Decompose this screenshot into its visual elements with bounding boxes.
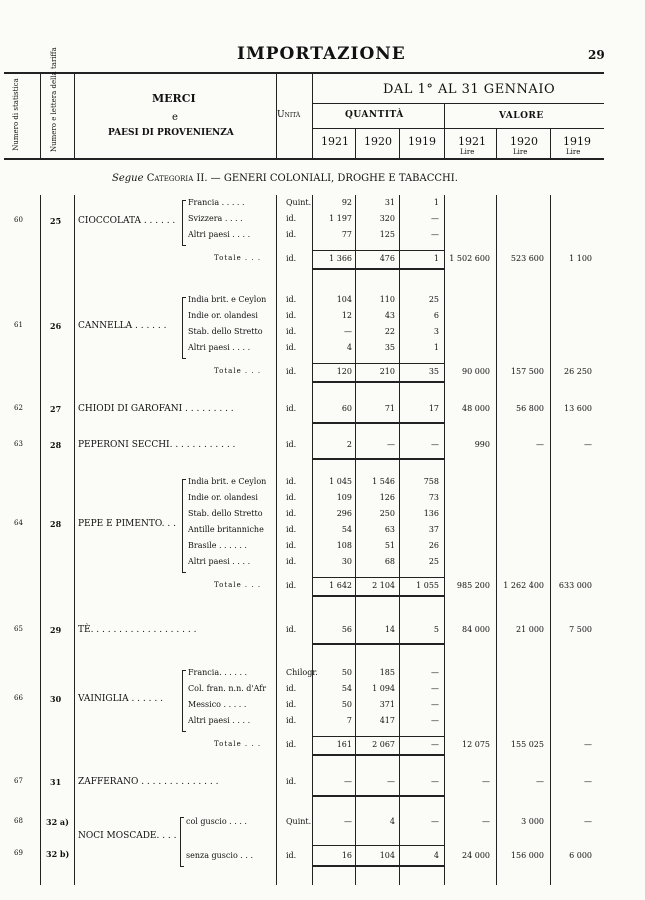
total-val-1921: 90 000	[462, 367, 490, 376]
qty-1920-cell: 68	[384, 557, 395, 566]
tariffa-number: 26	[50, 321, 62, 331]
val-1919-cell: —	[584, 817, 592, 826]
country-name: Antille britanniche	[188, 525, 264, 534]
qty-1921-cell: 56	[341, 625, 352, 634]
qty-1919-cell: 3	[433, 327, 439, 336]
val-1921-cell: 48 000	[462, 404, 490, 413]
qty-1920-cell: 31	[384, 198, 395, 207]
header-qv-sep	[444, 103, 445, 158]
unit-cell: id.	[286, 295, 297, 304]
header-year-q1919: 1919	[408, 135, 436, 148]
merce-name: PEPERONI SECCHI. . . . . . . . . . . .	[78, 440, 236, 450]
qty-1919-cell: —	[431, 440, 439, 449]
val-1920-cell: —	[536, 777, 544, 786]
qty-1919-cell: —	[431, 668, 439, 677]
stat-number: 69	[14, 849, 23, 857]
unit-cell: Chilogr.	[286, 668, 318, 677]
total-qty-1919: 35	[428, 367, 439, 376]
qty-1920-cell: 22	[384, 327, 395, 336]
qty-1921-cell: 12	[341, 311, 352, 320]
unit-cell: Quint.	[286, 198, 312, 207]
qty-1919-cell: 37	[428, 525, 439, 534]
qty-1921-cell: 1 197	[329, 214, 352, 223]
total-val-1920: 523 600	[510, 254, 544, 263]
body-col-sep-2	[74, 195, 75, 885]
qty-1920-cell: 1 546	[372, 477, 395, 486]
category-label: Categoria II. — GENERI COLONIALI, DROGHE E TABACCHI.	[146, 173, 458, 184]
header-period-rule	[312, 103, 604, 104]
tariffa-number: 31	[50, 777, 62, 787]
tariffa-number: 25	[50, 216, 62, 226]
qty-1921-cell: 108	[336, 541, 352, 550]
header-period: DAL 1° AL 31 GENNAIO	[383, 82, 556, 97]
qty-1919-cell: 5	[433, 625, 439, 634]
unit-cell: id.	[286, 684, 297, 693]
brace-bracket	[180, 817, 184, 867]
total-val-1920: 155 025	[510, 740, 544, 749]
header-col-sep-4	[312, 74, 313, 158]
country-name: Altri paesi . . . .	[188, 557, 251, 566]
tariffa-number: 27	[50, 404, 62, 414]
qty-1919-cell: 758	[423, 477, 439, 486]
header-col-stat: Numero di statistica	[12, 78, 20, 151]
country-name: Col. fran. n.n. d'Afr	[188, 684, 267, 693]
country-name: Stab. dello Stretto	[188, 327, 263, 336]
unit-cell: id.	[286, 740, 297, 749]
header-col-sep-1	[40, 74, 41, 158]
header-year-sep-3	[496, 128, 497, 158]
unit-cell: id.	[286, 440, 297, 449]
totale-label: Totale . . .	[214, 581, 262, 589]
brace-bracket	[182, 200, 186, 246]
qty-1920-cell: 126	[379, 493, 395, 502]
unit-cell: id.	[286, 493, 297, 502]
header-lire-1920: Lire	[513, 148, 528, 156]
header-lire-1921: Lire	[460, 148, 475, 156]
unit-cell: id.	[286, 541, 297, 550]
unit-cell: id.	[286, 581, 297, 590]
total-qty-1921: 1 642	[329, 581, 352, 590]
qty-1919-cell: 4	[433, 851, 439, 860]
merce-name: CHIODI DI GAROFANI . . . . . . . . .	[78, 404, 234, 414]
qty-1920-cell: 104	[379, 851, 395, 860]
val-1919-cell: —	[584, 777, 592, 786]
total-bottom-rule	[312, 268, 444, 270]
merce-name: CANNELLA . . . . . .	[78, 321, 167, 331]
qty-1919-cell: —	[431, 817, 439, 826]
total-val-1921: 1 502 600	[449, 254, 490, 263]
val-1919-cell: 6 000	[569, 851, 592, 860]
stat-number: 66	[14, 694, 23, 702]
qty-1921-cell: 54	[341, 525, 352, 534]
qty-1920-cell: 63	[384, 525, 395, 534]
brace-bracket	[182, 670, 186, 732]
qty-1919-cell: 1	[433, 343, 439, 352]
qty-1921-cell: 50	[341, 700, 352, 709]
qty-1920-cell: 371	[379, 700, 395, 709]
total-qty-1921: 1 366	[329, 254, 352, 263]
total-val-1919: 633 000	[558, 581, 592, 590]
country-name: senza guscio . . .	[186, 851, 254, 860]
qty-1920-cell: 71	[384, 404, 395, 413]
country-name: Indie or. olandesi	[188, 311, 258, 320]
country-name: col guscio . . . .	[186, 817, 247, 826]
val-1919-cell: 13 600	[564, 404, 592, 413]
sub-rule	[312, 865, 444, 867]
unit-cell: id.	[286, 777, 297, 786]
qty-1919-cell: —	[431, 700, 439, 709]
val-1921-cell: —	[482, 777, 490, 786]
qty-1921-cell: —	[344, 817, 352, 826]
category-prefix: Segue	[112, 173, 144, 184]
qty-1921-cell: 16	[341, 851, 352, 860]
stat-number: 61	[14, 321, 23, 329]
body-col-sep-1	[40, 195, 41, 885]
stat-number: 64	[14, 519, 23, 527]
header-year-sep-2	[399, 128, 400, 158]
country-name: Svizzera . . . .	[188, 214, 243, 223]
stat-number: 67	[14, 777, 23, 785]
qty-1920-cell: 185	[379, 668, 395, 677]
header-paesi: PAESI DI PROVENIENZA	[108, 128, 234, 138]
brace-bracket	[182, 479, 186, 573]
entry-bottom-rule	[312, 458, 444, 460]
qty-1920-cell: 4	[389, 817, 395, 826]
total-val-1920: 157 500	[510, 367, 544, 376]
unit-cell: id.	[286, 343, 297, 352]
qty-1920-cell: 1 094	[372, 684, 395, 693]
qty-1919-cell: 25	[428, 295, 439, 304]
total-qty-1920: 2 104	[372, 581, 395, 590]
header-year-v1920: 1920	[510, 135, 538, 148]
val-1919-cell: 7 500	[569, 625, 592, 634]
qty-1919-cell: 73	[428, 493, 439, 502]
total-qty-1920: 210	[379, 367, 395, 376]
header-year-v1919: 1919	[563, 135, 591, 148]
country-name: Altri paesi . . . .	[188, 716, 251, 725]
header-year-q1920: 1920	[364, 135, 392, 148]
stat-number: 63	[14, 440, 23, 448]
country-name: Indie or. olandesi	[188, 493, 258, 502]
total-qty-1920: 476	[379, 254, 395, 263]
totale-label: Totale . . .	[214, 740, 262, 748]
country-name: Stab. dello Stretto	[188, 509, 263, 518]
qty-1920-cell: —	[387, 777, 395, 786]
qty-1921-cell: 50	[341, 668, 352, 677]
qty-1919-cell: 25	[428, 557, 439, 566]
total-rule	[312, 250, 444, 251]
tariffa-number: 30	[50, 694, 62, 704]
unit-cell: id.	[286, 404, 297, 413]
qty-1921-cell: 109	[336, 493, 352, 502]
header-quantita: QUANTITÀ	[345, 110, 404, 120]
total-bottom-rule	[312, 381, 444, 383]
total-val-1920: 1 262 400	[503, 581, 544, 590]
qty-1919-cell: 26	[428, 541, 439, 550]
tariffa-number: 32 b)	[46, 849, 70, 859]
qty-1920-cell: 110	[379, 295, 395, 304]
qty-1921-cell: 4	[346, 343, 352, 352]
val-1921-cell: 24 000	[462, 851, 490, 860]
header-valore: VALORE	[499, 111, 544, 121]
qty-1921-cell: —	[344, 777, 352, 786]
country-name: Altri paesi . . . .	[188, 230, 251, 239]
unit-cell: id.	[286, 700, 297, 709]
val-1921-cell: 84 000	[462, 625, 490, 634]
total-rule	[312, 363, 444, 364]
unit-cell: id.	[286, 254, 297, 263]
total-qty-1919: 1	[433, 254, 439, 263]
qty-1919-cell: —	[431, 777, 439, 786]
total-bottom-rule	[312, 595, 444, 597]
country-name: Brasile . . . . . .	[188, 541, 247, 550]
tariffa-number: 29	[50, 625, 62, 635]
total-val-1921: 985 200	[456, 581, 490, 590]
header-unita: Unità	[277, 110, 301, 120]
qty-1920-cell: 250	[379, 509, 395, 518]
header-merci: MERCI	[152, 92, 196, 105]
unit-cell: id.	[286, 214, 297, 223]
header-col-tariffa: Numero e lettera della tariffa	[50, 47, 58, 152]
qty-1920-cell: 14	[384, 625, 395, 634]
qty-1919-cell: —	[431, 716, 439, 725]
country-name: Messico . . . . .	[188, 700, 247, 709]
val-1921-cell: 990	[474, 440, 490, 449]
total-rule	[312, 577, 444, 578]
unit-cell: id.	[286, 509, 297, 518]
header-e: e	[172, 112, 178, 123]
category-heading	[112, 173, 458, 184]
qty-1919-cell: 6	[433, 311, 439, 320]
qty-1920-cell: 35	[384, 343, 395, 352]
total-qty-1919: —	[431, 740, 439, 749]
total-val-1919: 1 100	[569, 254, 592, 263]
unit-cell: id.	[286, 557, 297, 566]
header-year-v1921: 1921	[458, 135, 486, 148]
totale-label: Totale . . .	[214, 254, 262, 262]
unit-cell: id.	[286, 327, 297, 336]
tariffa-number: 28	[50, 440, 62, 450]
unit-cell: id.	[286, 525, 297, 534]
total-rule	[312, 736, 444, 737]
stat-number: 65	[14, 625, 23, 633]
total-qty-1919: 1 055	[416, 581, 439, 590]
unit-cell: id.	[286, 477, 297, 486]
header-bottom-rule	[4, 158, 604, 160]
total-qty-1921: 120	[336, 367, 352, 376]
header-col-sep-2	[74, 74, 75, 158]
qty-1921-cell: 296	[336, 509, 352, 518]
unit-cell: id.	[286, 367, 297, 376]
qty-1921-cell: —	[344, 327, 352, 336]
unit-cell: id.	[286, 230, 297, 239]
qty-1921-cell: 104	[336, 295, 352, 304]
tariffa-number: 32 a)	[46, 817, 69, 827]
qty-1921-cell: 60	[341, 404, 352, 413]
merce-name: VAINIGLIA . . . . . .	[78, 694, 163, 704]
qty-1920-cell: 417	[379, 716, 395, 725]
header-top-rule	[4, 72, 604, 74]
qty-1921-cell: 1 045	[329, 477, 352, 486]
val-1920-cell: 21 000	[516, 625, 544, 634]
country-name: India brit. e Ceylon	[188, 295, 267, 304]
country-name: Francia . . . . .	[188, 198, 245, 207]
merce-name: CIOCCOLATA . . . . . .	[78, 216, 176, 226]
qty-1921-cell: 7	[346, 716, 352, 725]
sub-rule	[312, 845, 444, 846]
unit-cell: id.	[286, 851, 297, 860]
total-qty-1921: 161	[336, 740, 352, 749]
val-1920-cell: —	[536, 440, 544, 449]
total-bottom-rule	[312, 754, 444, 756]
total-val-1921: 12 075	[462, 740, 490, 749]
page-title: IMPORTAZIONE	[237, 44, 406, 64]
header-year-sep-4	[550, 128, 551, 158]
unit-cell: id.	[286, 716, 297, 725]
qty-1920-cell: 320	[379, 214, 395, 223]
stat-number: 60	[14, 216, 23, 224]
merce-name: PEPE E PIMENTO. . .	[78, 519, 176, 529]
val-1920-cell: 56 800	[516, 404, 544, 413]
total-qty-1920: 2 067	[372, 740, 395, 749]
total-val-1919: —	[584, 740, 592, 749]
entry-bottom-rule	[312, 643, 444, 645]
unit-cell: Quint.	[286, 817, 312, 826]
qty-1921-cell: 2	[346, 440, 352, 449]
qty-1921-cell: 54	[341, 684, 352, 693]
unit-cell: id.	[286, 625, 297, 634]
merce-name: TÈ. . . . . . . . . . . . . . . . . . .	[78, 625, 197, 635]
qty-1920-cell: 125	[379, 230, 395, 239]
qty-1919-cell: 1	[433, 198, 439, 207]
stat-number: 62	[14, 404, 23, 412]
country-name: Francia. . . . . .	[188, 668, 248, 677]
body-col-sep-3	[276, 195, 277, 885]
qty-1919-cell: 17	[428, 404, 439, 413]
qty-1921-cell: 77	[341, 230, 352, 239]
qty-1920-cell: —	[387, 440, 395, 449]
page-number: 29	[588, 48, 605, 62]
header-year-q1921: 1921	[321, 135, 349, 148]
qty-1919-cell: —	[431, 684, 439, 693]
qty-1919-cell: 136	[423, 509, 439, 518]
unit-cell: id.	[286, 311, 297, 320]
val-1920-cell: 3 000	[521, 817, 544, 826]
brace-bracket	[182, 297, 186, 359]
val-1921-cell: —	[482, 817, 490, 826]
val-1919-cell: —	[584, 440, 592, 449]
val-1920-cell: 156 000	[510, 851, 544, 860]
country-name: India brit. e Ceylon	[188, 477, 267, 486]
totale-label: Totale . . .	[214, 367, 262, 375]
total-val-1919: 26 250	[564, 367, 592, 376]
entry-bottom-rule	[312, 795, 444, 797]
stat-number: 68	[14, 817, 23, 825]
qty-1920-cell: 43	[384, 311, 395, 320]
tariffa-number: 28	[50, 519, 62, 529]
qty-1919-cell: —	[431, 230, 439, 239]
header-lire-1919: Lire	[566, 148, 581, 156]
qty-1919-cell: —	[431, 214, 439, 223]
merce-name: NOCI MOSCADE. . . .	[78, 831, 177, 841]
header-year-sep-1	[355, 128, 356, 158]
qty-1921-cell: 30	[341, 557, 352, 566]
merce-name: ZAFFERANO . . . . . . . . . . . . . .	[78, 777, 219, 787]
qty-1920-cell: 51	[384, 541, 395, 550]
entry-bottom-rule	[312, 422, 444, 424]
qty-1921-cell: 92	[341, 198, 352, 207]
country-name: Altri paesi . . . .	[188, 343, 251, 352]
